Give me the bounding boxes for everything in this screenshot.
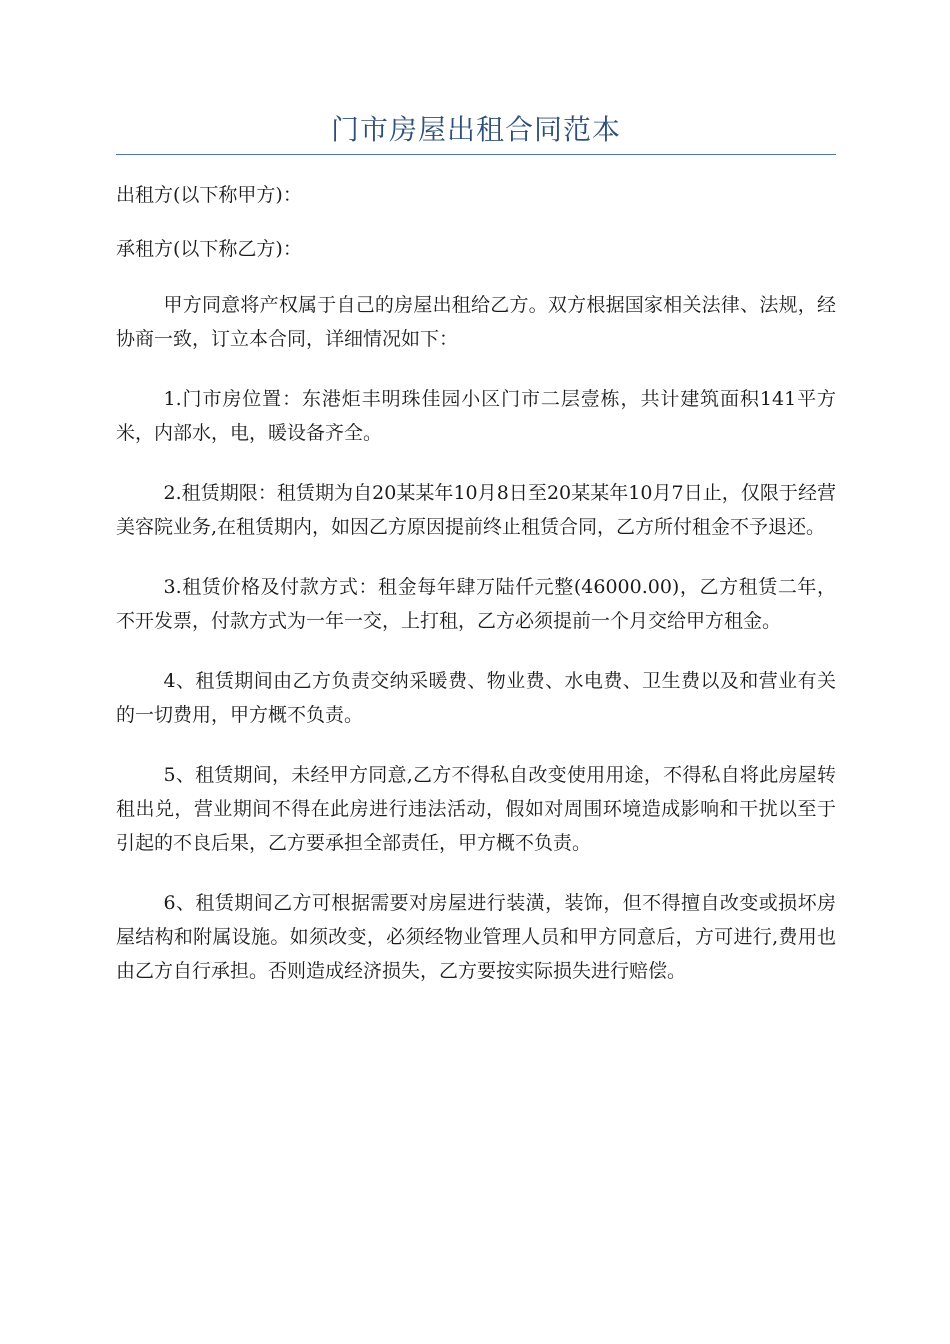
clause-usage: 5、租赁期间，未经甲方同意,乙方不得私自改变使用用途，不得私自将此房屋转租出兑，营业期间不得在此房进行违法活动，假如对周围环境造成影响和干扰以至于引起的不良后果，乙方要承担全部责任，甲方概不负责。 xyxy=(116,764,836,854)
lessor-line: 出租方(以下称甲方)： xyxy=(116,184,302,206)
clause-location: 1.门市房位置：东港炬丰明珠佳园小区门市二层壹栋，共计建筑面积141平方米，内部水，电，暖设备齐全。 xyxy=(116,388,836,444)
clause-term: 2.租赁期限：租赁期为自20某某年10月8日至20某某年10月7日止，仅限于经营美容院业务,在租赁期内，如因乙方原因提前终止租赁合同，乙方所付租金不予退还。 xyxy=(116,482,836,538)
document-page xyxy=(116,110,836,988)
clause-decoration: 6、租赁期间乙方可根据需要对房屋进行装潢，装饰，但不得擅自改变或损坏房屋结构和附属设施。如须改变，必须经物业管理人员和甲方同意后，方可进行,费用也由乙方自行承担。否则造成经济损失，乙方要按实际损失进行赔偿。 xyxy=(116,892,836,982)
lessee-line: 承租方(以下称乙方)： xyxy=(116,238,302,260)
intro-paragraph: 甲方同意将产权属于自己的房屋出租给乙方。双方根据国家相关法律、法规，经协商一致，订立本合同，详细情况如下： xyxy=(116,294,836,350)
document-title: 门市房屋出租合同范本 xyxy=(116,110,836,155)
clause-price: 3.租赁价格及付款方式：租金每年肆万陆仟元整(46000.00)，乙方租赁二年，不开发票，付款方式为一年一交，上打租，乙方必须提前一个月交给甲方租金。 xyxy=(116,576,836,632)
clause-fees: 4、租赁期间由乙方负责交纳采暖费、物业费、水电费、卫生费以及和营业有关的一切费用，甲方概不负责。 xyxy=(116,670,836,726)
